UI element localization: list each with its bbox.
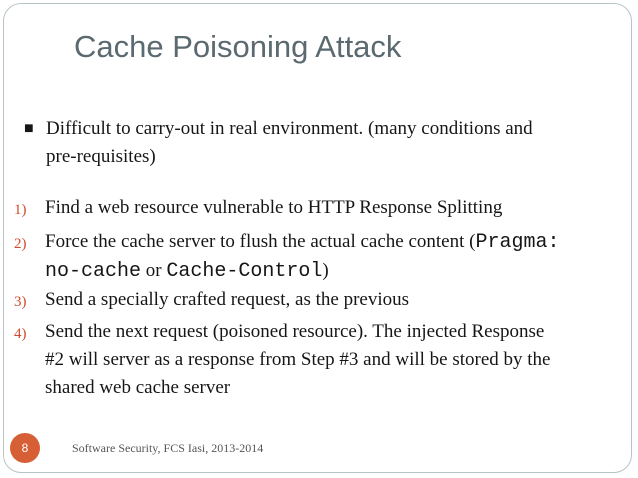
bullet-line-1: Difficult to carry-out in real environment. (many conditions and bbox=[46, 118, 533, 139]
step-number: 2) bbox=[14, 236, 27, 252]
pragma-code: Pragma: bbox=[475, 231, 560, 254]
cache-control-code: Cache-Control bbox=[166, 260, 323, 283]
footer-text: Software Security, FCS Iasi, 2013-2014 bbox=[72, 441, 264, 455]
bullet-line-2: pre-requisites) bbox=[46, 146, 156, 167]
step-2-or: or bbox=[141, 260, 167, 281]
step-text bbox=[45, 228, 613, 286]
step-text bbox=[45, 318, 613, 402]
step-text: Find a web resource vulnerable to HTTP Response Splitting bbox=[45, 197, 503, 218]
step-number: 4) bbox=[14, 326, 27, 342]
step-2-suffix: ) bbox=[322, 260, 329, 281]
step-number: 1) bbox=[14, 202, 27, 218]
step-4-line-3: shared web cache server bbox=[45, 377, 231, 398]
page-number-badge: 8 bbox=[10, 433, 40, 463]
filled-square-bullet-icon: ■ bbox=[24, 120, 34, 137]
step-4-line-1: Send the next request (poisoned resource). The injected Response bbox=[45, 321, 545, 342]
step-2-prefix: Force the cache server to flush the actual cache content ( bbox=[45, 231, 476, 252]
bullet-text bbox=[46, 115, 611, 171]
step-text: Send a specially crafted request, as the previous bbox=[45, 289, 410, 310]
step-4-line-2: #2 will server as a response from Step #3 and will be stored by the bbox=[45, 349, 551, 370]
step-number: 3) bbox=[14, 294, 27, 310]
no-cache-code: no-cache bbox=[45, 260, 142, 283]
slide-title: Cache Poisoning Attack bbox=[74, 29, 402, 64]
